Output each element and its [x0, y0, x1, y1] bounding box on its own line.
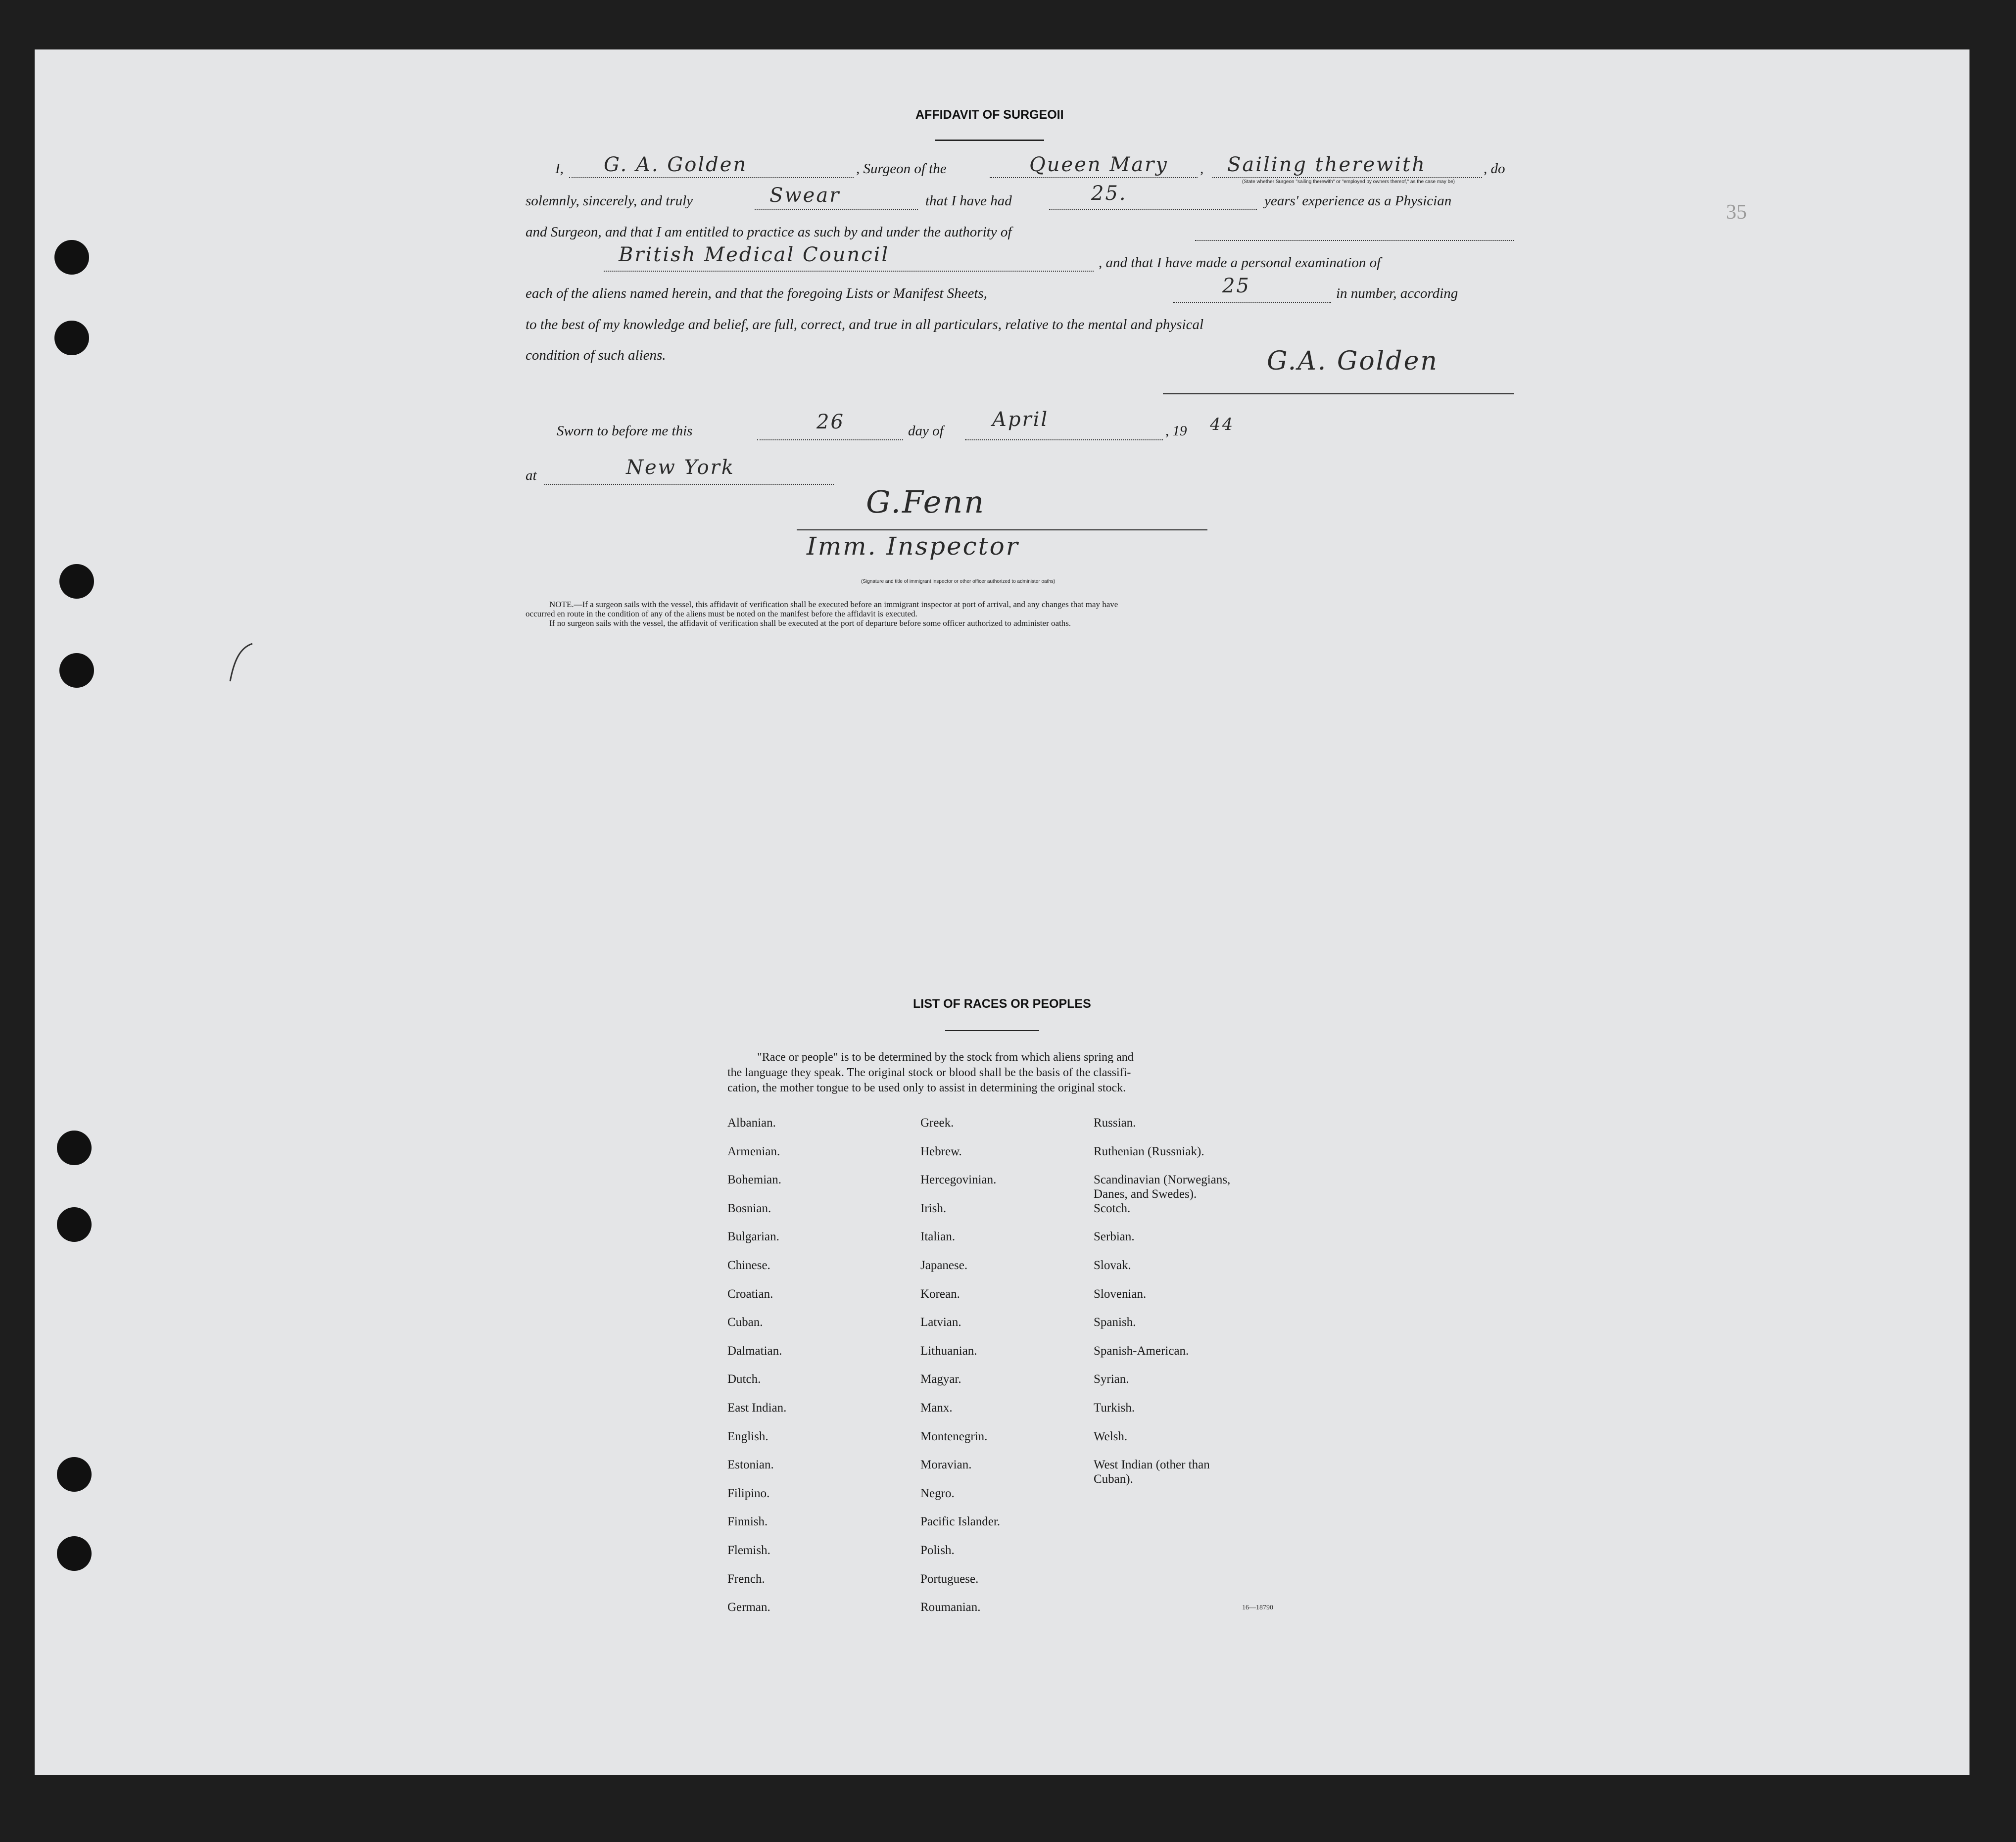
note-line1: NOTE.—If a surgeon sails with the vessel, this affidavit of verification shall be executed before an immigrant inspector at port of arrival, and any changes that may have: [549, 600, 1118, 609]
race-item: Serbian.: [1094, 1230, 1135, 1243]
inspector-signature: G.Fenn: [866, 484, 986, 520]
race-item: Latvian.: [920, 1316, 961, 1329]
binder-hole: [59, 564, 94, 599]
sailing-status-handwriting: Sailing therewith: [1227, 153, 1426, 176]
race-item: Japanese.: [920, 1259, 968, 1272]
sworn-year-handwriting: 44: [1210, 415, 1235, 434]
race-item: Chinese.: [727, 1259, 770, 1272]
race-item: Croatian.: [727, 1287, 773, 1301]
vessel-name-field: [990, 177, 1198, 178]
affidavit-line2-part3: years' experience as a Physician: [1264, 193, 1452, 209]
signature-caption: (Signature and title of immigrant inspector or other officer authorized to administer oaths): [861, 579, 1056, 584]
race-item: Bohemian.: [727, 1173, 782, 1186]
race-item: German.: [727, 1601, 770, 1614]
race-item: Hercegovinian.: [920, 1173, 997, 1186]
title-rule: [935, 140, 1044, 141]
race-item: Slovenian.: [1094, 1287, 1147, 1301]
affidavit-line4: , and that I have made a personal examination of: [1099, 255, 1381, 271]
affidavit-line1-part1: I,: [555, 161, 564, 177]
affidavit-line5-part1: each of the aliens named herein, and that the foregoing Lists or Manifest Sheets,: [526, 285, 987, 301]
surgeon-signature: G.A. Golden: [1267, 346, 1439, 376]
race-item: Cuban.: [727, 1316, 763, 1329]
at-place-field: [544, 484, 834, 485]
race-item: West Indian (other than: [1094, 1458, 1210, 1471]
race-item: Welsh.: [1094, 1430, 1128, 1443]
race-item: Estonian.: [727, 1458, 774, 1471]
authority-trailing-field: [1195, 240, 1514, 241]
race-item: Dutch.: [727, 1372, 761, 1386]
races-intro-line3: cation, the mother tongue to be used only to assist in determining the original stock.: [727, 1082, 1126, 1094]
race-item: Danes, and Swedes).: [1094, 1187, 1197, 1201]
race-item: Turkish.: [1094, 1401, 1135, 1415]
affidavit-line1-part3: ,: [1200, 161, 1204, 177]
binder-hole: [57, 1131, 92, 1165]
page-number: 35: [1726, 201, 1747, 224]
race-item: Magyar.: [920, 1372, 961, 1386]
affidavit-line5-part2: in number, according: [1336, 285, 1458, 301]
sworn-day-handwriting: 26: [816, 411, 845, 433]
affidavit-line1-part2: , Surgeon of the: [856, 161, 947, 177]
signature-rule: [1163, 393, 1514, 394]
races-intro-line2: the language they speak. The original stock or blood shall be the basis of the classifi-: [727, 1066, 1131, 1079]
years-field: [1049, 209, 1257, 210]
at-place-handwriting: New York: [626, 456, 735, 479]
affidavit-line2-part2: that I have had: [925, 193, 1012, 209]
binder-hole: [59, 653, 94, 688]
race-item: Ruthenian (Russniak).: [1094, 1145, 1204, 1158]
race-item: Bosnian.: [727, 1202, 771, 1215]
inspector-signature-rule: [797, 529, 1207, 530]
binder-hole: [57, 1536, 92, 1571]
race-item: Korean.: [920, 1287, 960, 1301]
race-item: Slovak.: [1094, 1259, 1131, 1272]
sworn-month-field: [965, 439, 1163, 440]
note-line2: occurred en route in the condition of any of the aliens must be noted on the manifest before the affidavit is executed.: [526, 609, 917, 618]
binder-hole: [57, 1207, 92, 1242]
sworn-part1: Sworn to before me this: [557, 423, 693, 439]
race-item: Spanish.: [1094, 1316, 1136, 1329]
race-item: Bulgarian.: [727, 1230, 779, 1243]
race-item: Scandinavian (Norwegians,: [1094, 1173, 1231, 1186]
affidavit-line2-part1: solemnly, sincerely, and truly: [526, 193, 693, 209]
sworn-day-field: [757, 439, 903, 440]
race-item: Hebrew.: [920, 1145, 962, 1158]
oath-field: [755, 209, 918, 210]
race-item: Russian.: [1094, 1116, 1136, 1130]
binder-hole: [54, 321, 89, 355]
race-item: Cuban).: [1094, 1472, 1133, 1486]
sworn-month-handwriting: April: [992, 408, 1049, 431]
sworn-part3: , 19: [1165, 423, 1187, 439]
race-item: Montenegrin.: [920, 1430, 988, 1443]
race-item: Greek.: [920, 1116, 954, 1130]
race-item: Spanish-American.: [1094, 1344, 1189, 1358]
race-item: Finnish.: [727, 1515, 768, 1528]
sheets-field: [1173, 302, 1331, 303]
inspector-title: Imm. Inspector: [807, 532, 1019, 561]
affidavit-line7: condition of such aliens.: [526, 347, 666, 363]
race-item: Manx.: [920, 1401, 953, 1415]
affidavit-line6: to the best of my knowledge and belief, are full, correct, and true in all particulars, relative to the mental and physical: [526, 317, 1204, 332]
years-handwriting: 25.: [1091, 182, 1127, 205]
race-item: Irish.: [920, 1202, 947, 1215]
at-label: at: [526, 468, 537, 483]
race-item: Negro.: [920, 1487, 955, 1500]
race-item: Armenian.: [727, 1145, 780, 1158]
race-item: East Indian.: [727, 1401, 787, 1415]
binder-hole: [57, 1457, 92, 1492]
stray-mark: [225, 641, 255, 685]
affidavit-line3: and Surgeon, and that I am entitled to practice as such by and under the authority of: [526, 224, 1012, 240]
race-item: Syrian.: [1094, 1372, 1129, 1386]
race-item: English.: [727, 1430, 768, 1443]
race-item: Moravian.: [920, 1458, 972, 1471]
race-item: Portuguese.: [920, 1572, 979, 1586]
document-page: [35, 49, 1969, 1775]
race-item: Italian.: [920, 1230, 956, 1243]
race-item: Albanian.: [727, 1116, 776, 1130]
race-item: Dalmatian.: [727, 1344, 782, 1358]
note-line3: If no surgeon sails with the vessel, the affidavit of verification shall be executed at the port of departure before some officer authorized to administer oaths.: [549, 618, 1071, 628]
race-item: Scotch.: [1094, 1202, 1131, 1215]
race-item: Polish.: [920, 1544, 955, 1557]
races-title: LIST OF RACES OR PEOPLES: [913, 997, 1091, 1011]
races-title-rule: [945, 1030, 1039, 1031]
surgeon-name-handwriting: G. A. Golden: [604, 153, 748, 176]
affidavit-line1-part4: , do: [1484, 161, 1505, 177]
affidavit-title: AFFIDAVIT OF SURGEOII: [915, 108, 1064, 122]
authority-handwriting: British Medical Council: [619, 243, 890, 266]
races-intro-line1: "Race or people" is to be determined by the stock from which aliens spring and: [757, 1051, 1134, 1064]
vessel-name-handwriting: Queen Mary: [1029, 153, 1168, 176]
race-item: Lithuanian.: [920, 1344, 977, 1358]
authority-field: [604, 271, 1094, 272]
race-item: Roumanian.: [920, 1601, 981, 1614]
sworn-part2: day of: [908, 423, 944, 439]
binder-hole: [54, 240, 89, 275]
race-item: Flemish.: [727, 1544, 770, 1557]
race-item: French.: [727, 1572, 765, 1586]
race-item: Pacific Islander.: [920, 1515, 1001, 1528]
surgeon-name-field: [569, 177, 854, 178]
sailing-status-field: [1212, 177, 1482, 178]
oath-handwriting: Swear: [769, 184, 841, 207]
sailing-status-caption: (State whether Surgeon "sailing therewith" or "employed by owners thereof," as the case may be): [1242, 179, 1455, 185]
sheets-handwriting: 25: [1222, 275, 1250, 297]
race-item: Filipino.: [727, 1487, 770, 1500]
form-code: 16—18790: [1242, 1604, 1273, 1611]
